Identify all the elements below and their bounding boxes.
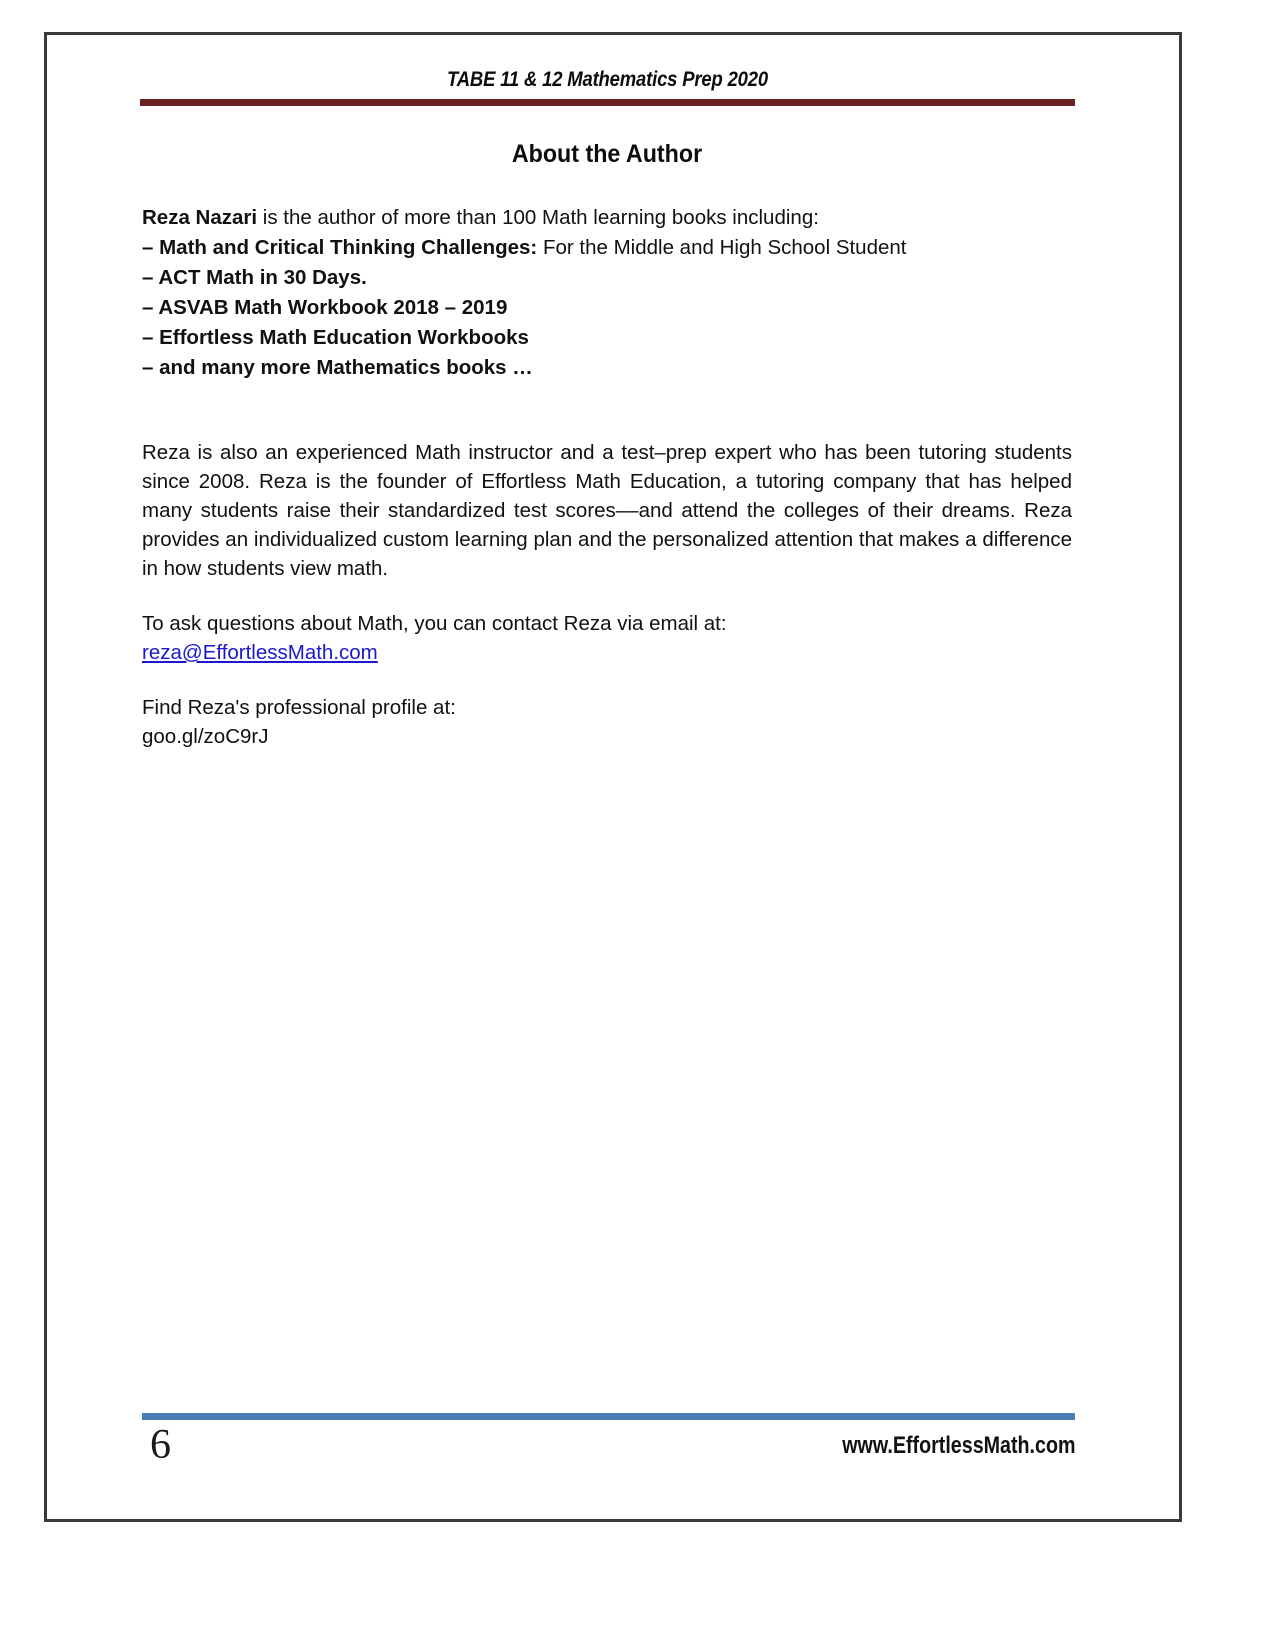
page-header (140, 68, 1075, 106)
profile-prompt: Find Reza's professional profile at: (142, 696, 456, 719)
profile-url: goo.gl/zoC9rJ (142, 725, 269, 748)
list-item (142, 353, 1072, 383)
author-bio-paragraph: Reza is also an experienced Math instructor and a test–prep expert who has been tutoring students since 2008. Reza is the founder of Effortless Math Education, a tutoring company that has helped many students raise their standardized test scores––and attend the colleges of their dreams. Reza provides an individualized custom learning plan and the personalized attention that makes a difference in how students view math. (142, 441, 1072, 580)
book-list (142, 233, 1072, 383)
book-title: and many more Mathematics books … (159, 356, 533, 379)
footer-website: www.EffortlessMath.com (841, 1432, 1075, 1459)
list-item (142, 263, 1072, 293)
list-dash: – (142, 296, 154, 319)
running-title: TABE 11 & 12 Mathematics Prep 2020 (446, 68, 768, 91)
list-dash: – (142, 356, 154, 379)
author-name: Reza Nazari (142, 206, 258, 229)
author-intro-line (142, 203, 1072, 233)
page-number: 6 (150, 1422, 171, 1468)
book-title: ASVAB Math Workbook 2018 – 2019 (158, 296, 508, 319)
list-dash: – (142, 236, 154, 259)
email-link[interactable]: reza@EffortlessMath.com (142, 641, 378, 664)
book-title: ACT Math in 30 Days. (158, 266, 367, 289)
profile-block (142, 693, 1072, 751)
book-title: Effortless Math Education Workbooks (159, 326, 529, 349)
header-divider-rule (140, 99, 1075, 106)
book-title: Math and Critical Thinking Challenges: (159, 236, 538, 259)
list-item (142, 293, 1072, 323)
list-item (142, 233, 1072, 263)
page-content (142, 140, 1072, 751)
contact-prompt: To ask questions about Math, you can contact Reza via email at: (142, 612, 727, 635)
list-dash: – (142, 266, 154, 289)
footer-divider-rule (142, 1413, 1075, 1420)
page-title: About the Author (511, 140, 703, 168)
author-intro-rest: is the author of more than 100 Math learning books including: (257, 206, 819, 229)
list-dash: – (142, 326, 154, 349)
book-subtitle: For the Middle and High School Student (537, 236, 907, 259)
list-item (142, 323, 1072, 353)
contact-block (142, 609, 1072, 667)
page-footer (142, 1424, 1075, 1466)
